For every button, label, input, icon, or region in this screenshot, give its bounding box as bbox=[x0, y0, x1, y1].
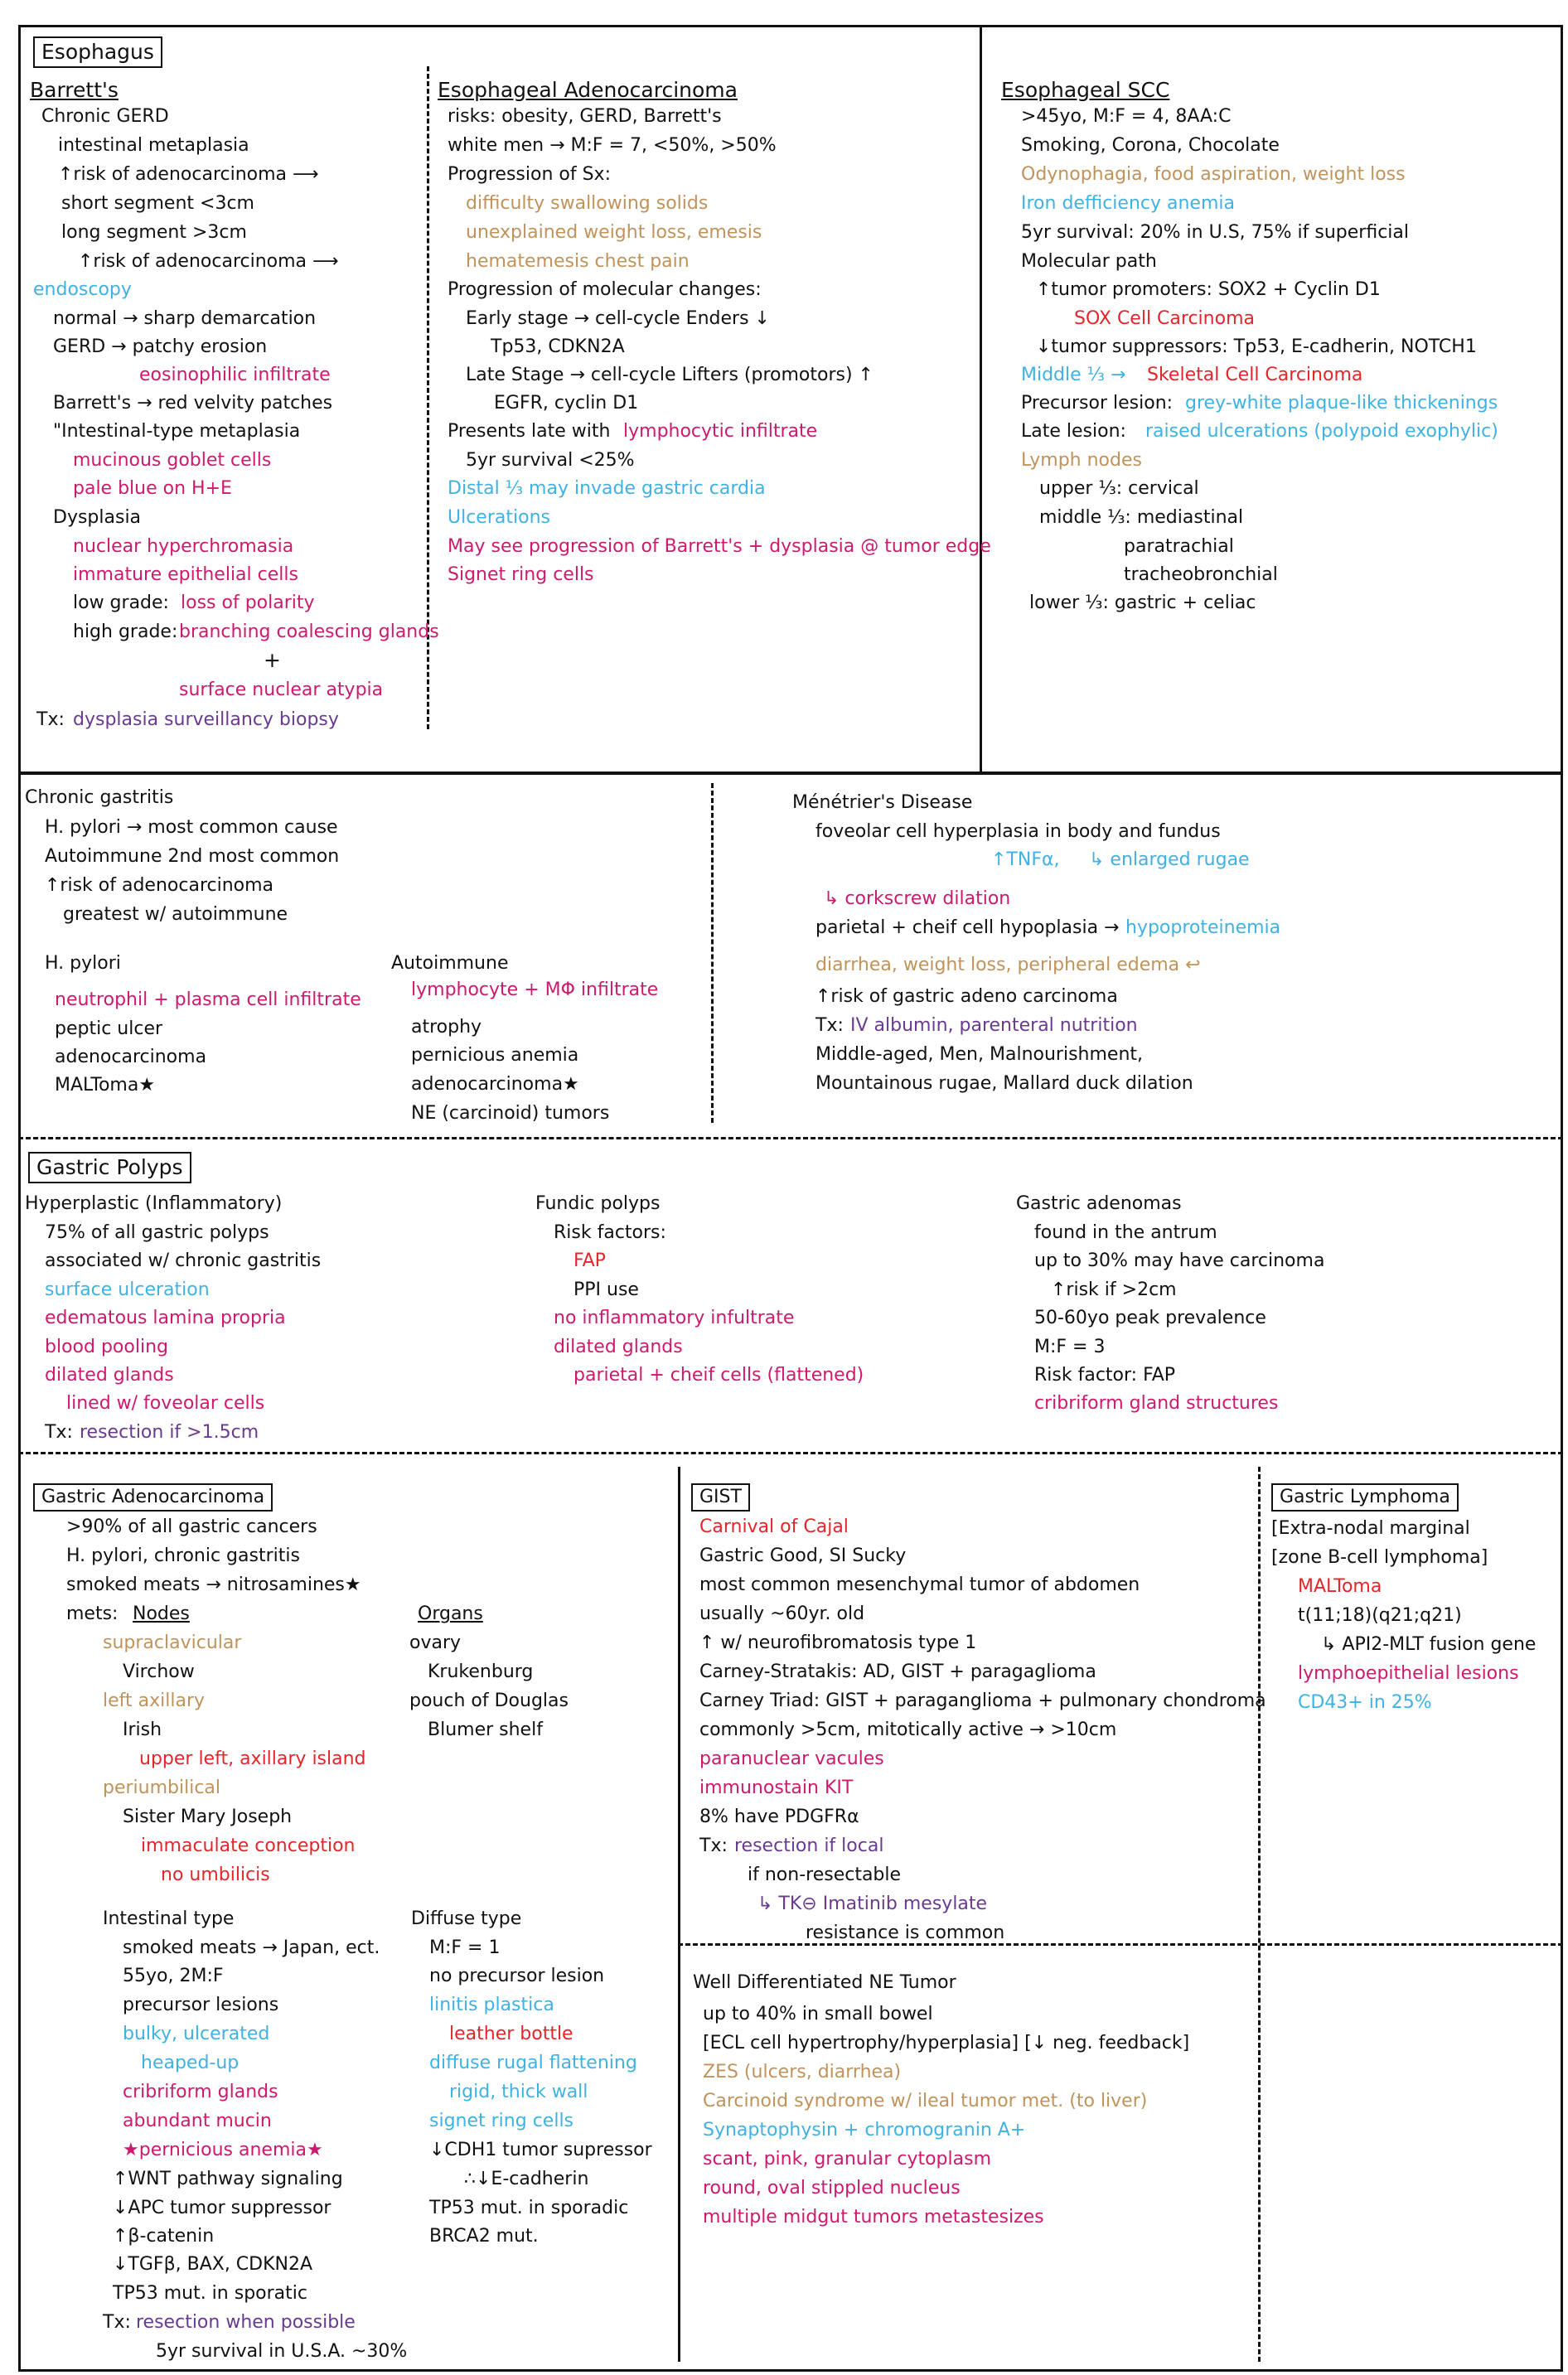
esophageal-adenocarcinoma-line: 5yr survival <25% bbox=[466, 450, 635, 471]
gastric-adenocarcinoma-line: precursor lesions bbox=[123, 1995, 279, 2015]
esophagus-line: Chronic GERD bbox=[41, 106, 169, 127]
menetrier-line: ↑risk of gastric adeno carcinoma bbox=[815, 986, 1118, 1007]
chronic-gastritis-line: H. pylori bbox=[45, 953, 121, 974]
gastric-lymphoma-line: Gastric Lymphoma bbox=[1271, 1483, 1459, 1512]
esophageal-scc-line: raised ulcerations (polypoid exophylic) bbox=[1145, 421, 1498, 442]
gastric-lymphoma-line: MALToma bbox=[1298, 1576, 1382, 1597]
esophagus-line: short segment <3cm bbox=[61, 193, 254, 214]
menetrier-line: Ménétrier's Disease bbox=[792, 792, 973, 813]
gastric-adenocarcinoma-line: left axillary bbox=[103, 1691, 206, 1711]
gastric-adenocarcinoma-line: M:F = 1 bbox=[429, 1937, 501, 1958]
gastric-polyps-line: Risk factors: bbox=[554, 1222, 666, 1243]
gastric-polyps-line: FAP bbox=[573, 1250, 606, 1271]
gist-line: Carney Triad: GIST + paraganglioma + pulmonary chondroma bbox=[699, 1691, 1266, 1711]
gastric-lymphoma-line: [zone B-cell lymphoma] bbox=[1271, 1547, 1488, 1568]
gastric-adenocarcinoma-line: Sister Mary Joseph bbox=[123, 1807, 293, 1827]
esophageal-adenocarcinoma-line: EGFR, cyclin D1 bbox=[494, 393, 639, 414]
menetrier-line: ↳ enlarged rugae bbox=[1089, 849, 1250, 870]
esophageal-adenocarcinoma-line: hematemesis chest pain bbox=[466, 251, 690, 272]
esophageal-scc-line: Middle ⅓ → bbox=[1021, 365, 1126, 385]
esophagus-line: ↑risk of adenocarcinoma ⟶ bbox=[78, 251, 339, 272]
esophageal-scc-line: ↓tumor suppressors: Tp53, E-cadherin, NOTCH1 bbox=[1036, 336, 1477, 357]
gastric-adenocarcinoma-line: no umbilicis bbox=[161, 1865, 270, 1885]
esophageal-scc-line: Precursor lesion: bbox=[1021, 393, 1174, 414]
gastric-polyps-line: 75% of all gastric polyps bbox=[45, 1222, 269, 1243]
chronic-gastritis-line: ↑risk of adenocarcinoma bbox=[45, 875, 274, 896]
menetrier-line: hypoproteinemia bbox=[1125, 917, 1281, 938]
gastric-adenocarcinoma-line: ↑β-catenin bbox=[113, 2226, 215, 2247]
gastric-adenocarcinoma-line: Organs bbox=[418, 1603, 483, 1624]
gastric-lymphoma-line: t(11;18)(q21;q21) bbox=[1298, 1605, 1462, 1626]
esophagus-line: Tx: bbox=[36, 709, 65, 730]
esophagus-line: + bbox=[264, 648, 281, 672]
gastric-polyps-line: PPI use bbox=[573, 1279, 639, 1300]
esophagus-line: dysplasia surveillancy biopsy bbox=[73, 709, 339, 730]
gastric-adenocarcinoma-line: Diffuse type bbox=[411, 1908, 522, 1929]
gastric-polyps-line: found in the antrum bbox=[1034, 1222, 1217, 1243]
gastric-adenocarcinoma-line: Virchow bbox=[123, 1662, 195, 1682]
gist-line: resection if local bbox=[734, 1836, 884, 1856]
esophageal-scc-line: Late lesion: bbox=[1021, 421, 1126, 442]
esophageal-adenocarcinoma-line: unexplained weight loss, emesis bbox=[466, 222, 762, 243]
esophageal-adenocarcinoma-line: risks: obesity, GERD, Barrett's bbox=[448, 106, 722, 127]
esophagus-line: Barrett's bbox=[30, 78, 119, 102]
esophageal-adenocarcinoma-line: May see progression of Barrett's + dysplasia @ tumor edge bbox=[448, 536, 991, 557]
esophageal-adenocarcinoma-line: lymphocytic infiltrate bbox=[623, 421, 818, 442]
gastric-polyps-line: up to 30% may have carcinoma bbox=[1034, 1250, 1325, 1271]
menetrier-line: Middle-aged, Men, Malnourishment, bbox=[815, 1044, 1144, 1065]
chronic-gastritis-line: atrophy bbox=[411, 1017, 482, 1038]
esophageal-scc-line: upper ⅓: cervical bbox=[1039, 478, 1199, 499]
gastric-adenocarcinoma-line: Irish bbox=[123, 1720, 162, 1740]
gist-line: Tx: bbox=[699, 1836, 728, 1856]
chronic-gastritis-line: lymphocyte + MΦ infiltrate bbox=[411, 980, 659, 1000]
chronic-gastritis-line: adenocarcinoma bbox=[55, 1047, 207, 1067]
esophageal-adenocarcinoma-line: Signet ring cells bbox=[448, 564, 594, 585]
esophagus-line: ↑risk of adenocarcinoma ⟶ bbox=[58, 164, 319, 185]
gastric-lymphoma-line: [Extra-nodal marginal bbox=[1271, 1518, 1470, 1539]
gastric-adenocarcinoma-line: >90% of all gastric cancers bbox=[66, 1516, 317, 1537]
esophageal-scc-line: ↑tumor promoters: SOX2 + Cyclin D1 bbox=[1036, 279, 1381, 300]
chronic-gastritis-line: greatest w/ autoimmune bbox=[63, 904, 288, 925]
gastric-adenocarcinoma-line: smoked meats → nitrosamines★ bbox=[66, 1574, 361, 1595]
gastric-polyps-line: Gastric Polyps bbox=[28, 1152, 191, 1183]
gastric-polyps-line: lined w/ foveolar cells bbox=[66, 1393, 265, 1414]
gastric-polyps-line: dilated glands bbox=[45, 1365, 174, 1386]
esophageal-scc-line: Iron defficiency anemia bbox=[1021, 193, 1235, 214]
esophagus-line: pale blue on H+E bbox=[73, 478, 232, 499]
gastric-adenocarcinoma-line: Intestinal type bbox=[103, 1908, 235, 1929]
gastric-polyps-line: Fundic polyps bbox=[535, 1193, 661, 1214]
gastric-adenocarcinoma-line: pouch of Douglas bbox=[409, 1691, 569, 1711]
esophagus-line: intestinal metaplasia bbox=[58, 135, 249, 156]
gastric-adenocarcinoma-line: supraclavicular bbox=[103, 1633, 242, 1653]
adeno-gist-divider bbox=[678, 1467, 680, 2362]
gist-line: usually ~60yr. old bbox=[699, 1603, 865, 1624]
esophagus-line: endoscopy bbox=[33, 279, 132, 300]
esophageal-adenocarcinoma-line: Early stage → cell-cycle Enders ↓ bbox=[466, 308, 770, 329]
esophagus-line: Barrett's → red velvity patches bbox=[53, 393, 333, 414]
esophagus-line: surface nuclear atypia bbox=[179, 680, 384, 700]
esophageal-adenocarcinoma-line: white men → M:F = 7, <50%, >50% bbox=[448, 135, 777, 156]
esophageal-adenocarcinoma-line: Presents late with bbox=[448, 421, 611, 442]
esophageal-adenocarcinoma-line: difficulty swallowing solids bbox=[466, 193, 709, 214]
esophageal-scc-line: tracheobronchial bbox=[1124, 564, 1278, 585]
gastric-polyps-line: ↑risk if >2cm bbox=[1051, 1279, 1177, 1300]
gastric-adenocarcinoma-line: heaped-up bbox=[141, 2053, 240, 2073]
esophagus-line: high grade: bbox=[73, 622, 178, 642]
gastric-polyps-line: no inflammatory infultrate bbox=[554, 1308, 795, 1328]
gastric-adenocarcinoma-line: Gastric Adenocarcinoma bbox=[33, 1483, 273, 1512]
gist-line: ↑ w/ neurofibromatosis type 1 bbox=[699, 1633, 977, 1653]
gist-line: GIST bbox=[691, 1483, 750, 1512]
gastric-polyps-line: cribriform gland structures bbox=[1034, 1393, 1279, 1414]
chronic-gastritis-line: neutrophil + plasma cell infiltrate bbox=[55, 989, 361, 1010]
ne-tumor-line: ZES (ulcers, diarrhea) bbox=[703, 2062, 902, 2082]
esophageal-adenocarcinoma-line: Esophageal Adenocarcinoma bbox=[438, 78, 738, 102]
gastric-adenocarcinoma-line: Blumer shelf bbox=[428, 1720, 543, 1740]
gist-line: commonly >5cm, mitotically active → >10cm bbox=[699, 1720, 1117, 1740]
ne-tumor-line: scant, pink, granular cytoplasm bbox=[703, 2149, 992, 2169]
esophagus-line: normal → sharp demarcation bbox=[53, 308, 317, 329]
esophageal-scc-line: lower ⅓: gastric + celiac bbox=[1029, 593, 1256, 613]
gastric-lymphoma-line: CD43+ in 25% bbox=[1298, 1692, 1432, 1713]
chronic-gastritis-line: H. pylori → most common cause bbox=[45, 817, 338, 838]
gastric-adenocarcinoma-line: immaculate conception bbox=[141, 1836, 356, 1856]
gastric-lymphoma-line: ↳ API2-MLT fusion gene bbox=[1321, 1634, 1537, 1655]
gist-line: immunostain KIT bbox=[699, 1778, 854, 1798]
gastric-adenocarcinoma-line: linitis plastica bbox=[429, 1995, 554, 2015]
esophagus-line: loss of polarity bbox=[181, 593, 315, 613]
gastric-polyps-line: surface ulceration bbox=[45, 1279, 210, 1300]
esophageal-adenocarcinoma-line: Progression of molecular changes: bbox=[448, 279, 762, 300]
menetrier-line: foveolar cell hyperplasia in body and fundus bbox=[815, 821, 1221, 842]
gastric-adenocarcinoma-line: no precursor lesion bbox=[429, 1966, 605, 1986]
esophageal-adenocarcinoma-line: Tp53, CDKN2A bbox=[491, 336, 625, 357]
esophageal-scc-line: >45yo, M:F = 4, 8AA:C bbox=[1021, 106, 1232, 127]
esophageal-scc-line: Odynophagia, food aspiration, weight loss bbox=[1021, 164, 1406, 185]
esophageal-scc-line: paratrachial bbox=[1124, 536, 1234, 557]
gastric-polyps-line: dilated glands bbox=[554, 1337, 683, 1357]
gastric-adenocarcinoma-line: ↓APC tumor suppressor bbox=[113, 2198, 332, 2218]
esophageal-scc-line: middle ⅓: mediastinal bbox=[1039, 507, 1244, 528]
gastric-adenocarcinoma-line: resection when possible bbox=[136, 2312, 356, 2333]
gastric-adenocarcinoma-line: signet ring cells bbox=[429, 2111, 574, 2131]
esophagus-line: branching coalescing glands bbox=[179, 622, 439, 642]
gastric-polyps-line: blood pooling bbox=[45, 1337, 168, 1357]
menetrier-line: diarrhea, weight loss, peripheral edema ↩ bbox=[815, 955, 1201, 975]
gastric-polyps-line: associated w/ chronic gastritis bbox=[45, 1250, 322, 1271]
gastric-polyps-line: Risk factor: FAP bbox=[1034, 1365, 1176, 1386]
ne-tumor-line: [ECL cell hypertrophy/hyperplasia] [↓ neg. feedback] bbox=[703, 2033, 1190, 2053]
gastric-polyps-line: Hyperplastic (Inflammatory) bbox=[25, 1193, 283, 1214]
esophageal-adenocarcinoma-line: Ulcerations bbox=[448, 507, 550, 528]
esophagus-line: long segment >3cm bbox=[61, 222, 247, 243]
esophagus-line: "Intestinal-type metaplasia bbox=[53, 421, 301, 442]
gastric-adenocarcinoma-line: Krukenburg bbox=[428, 1662, 534, 1682]
gastric-adenocarcinoma-line: diffuse rugal flattening bbox=[429, 2053, 637, 2073]
chronic-gastritis-line: pernicious anemia bbox=[411, 1045, 579, 1066]
gastric-adenocarcinoma-line: H. pylori, chronic gastritis bbox=[66, 1545, 300, 1566]
menetrier-line: Tx: bbox=[815, 1015, 844, 1036]
menetrier-line: ↑TNFα, bbox=[991, 849, 1060, 870]
esophageal-scc-line: Smoking, Corona, Chocolate bbox=[1021, 135, 1280, 156]
gist-line: resistance is common bbox=[806, 1923, 1005, 1943]
ne-tumor-line: Well Differentiated NE Tumor bbox=[693, 1972, 956, 1993]
esophageal-scc-line: grey-white plaque-like thickenings bbox=[1185, 393, 1498, 414]
gist-line: Carnival of Cajal bbox=[699, 1516, 849, 1537]
gastric-adenocarcinoma-line: TP53 mut. in sporadic bbox=[429, 2198, 629, 2218]
gastric-adenocarcinoma-line: upper left, axillary island bbox=[139, 1749, 366, 1769]
gastric-adenocarcinoma-line: 55yo, 2M:F bbox=[123, 1966, 224, 1986]
gastric-adenocarcinoma-line: rigid, thick wall bbox=[449, 2082, 588, 2102]
gastric-polyps-line: parietal + cheif cells (flattened) bbox=[573, 1365, 864, 1386]
esophageal-scc-line: Molecular path bbox=[1021, 251, 1157, 272]
esophagus-line: Esophagus bbox=[33, 36, 162, 68]
esophageal-adenocarcinoma-line: Late Stage → cell-cycle Lifters (promotors) ↑ bbox=[466, 365, 874, 385]
gastric-adenocarcinoma-line: ↓CDH1 tumor supressor bbox=[429, 2140, 652, 2160]
gastric-adenocarcinoma-line: 5yr survival in U.S.A. ~30% bbox=[156, 2341, 408, 2362]
gastritis-polyps-divider bbox=[18, 1137, 1563, 1139]
menetrier-line: Mountainous rugae, Mallard duck dilation bbox=[815, 1073, 1193, 1094]
gastric-adenocarcinoma-line: ↓TGFβ, BAX, CDKN2A bbox=[113, 2254, 313, 2275]
esophagus-line: immature epithelial cells bbox=[73, 564, 298, 585]
menetrier-line: IV albumin, parenteral nutrition bbox=[850, 1015, 1138, 1036]
gist-line: ↳ TK⊖ Imatinib mesylate bbox=[757, 1894, 988, 1914]
gist-line: if non-resectable bbox=[748, 1865, 902, 1885]
gastric-adenocarcinoma-line: Nodes bbox=[133, 1603, 190, 1624]
esophageal-adenocarcinoma-line: Progression of Sx: bbox=[448, 164, 611, 185]
esophageal-scc-line: Skeletal Cell Carcinoma bbox=[1147, 365, 1363, 385]
ne-tumor-line: up to 40% in small bowel bbox=[703, 2004, 933, 2024]
chronic-gastritis-line: Autoimmune 2nd most common bbox=[45, 846, 340, 867]
esophageal-adenocarcinoma-line: Distal ⅓ may invade gastric cardia bbox=[448, 478, 766, 499]
esophageal-scc-line: Esophageal SCC bbox=[1001, 78, 1170, 102]
gist-line: paranuclear vacules bbox=[699, 1749, 884, 1769]
esophageal-scc-line: 5yr survival: 20% in U.S, 75% if superficial bbox=[1021, 222, 1409, 243]
esophagus-line: low grade: bbox=[73, 593, 169, 613]
esophageal-scc-line: Lymph nodes bbox=[1021, 450, 1142, 471]
esophagus-line: nuclear hyperchromasia bbox=[73, 536, 294, 557]
gastric-adenocarcinoma-line: leather bottle bbox=[449, 2024, 573, 2044]
ne-tumor-line: Synaptophysin + chromogranin A+ bbox=[703, 2120, 1026, 2140]
gastric-adenocarcinoma-line: smoked meats → Japan, ect. bbox=[123, 1937, 380, 1958]
gastric-polyps-line: edematous lamina propria bbox=[45, 1308, 286, 1328]
gastric-polyps-line: Gastric adenomas bbox=[1016, 1193, 1182, 1214]
gastric-polyps-line: resection if >1.5cm bbox=[80, 1422, 259, 1443]
gist-lymphoma-divider bbox=[1258, 1467, 1261, 2362]
chronic-gastritis-line: adenocarcinoma★ bbox=[411, 1074, 579, 1095]
gastric-polyps-line: M:F = 3 bbox=[1034, 1337, 1106, 1357]
gist-line: 8% have PDGFRα bbox=[699, 1807, 859, 1827]
polyps-tumors-divider bbox=[18, 1452, 1563, 1454]
gastric-adenocarcinoma-line: periumbilical bbox=[103, 1778, 221, 1798]
gastric-adenocarcinoma-line: ★pernicious anemia★ bbox=[123, 2140, 323, 2160]
ne-tumor-line: multiple midgut tumors metastesizes bbox=[703, 2207, 1044, 2227]
esophagus-line: eosinophilic infiltrate bbox=[139, 365, 331, 385]
esophageal-scc-line: SOX Cell Carcinoma bbox=[1074, 308, 1255, 329]
menetrier-line: parietal + cheif cell hypoplasia → bbox=[815, 917, 1120, 938]
chronic-gastritis-line: MALToma★ bbox=[55, 1075, 156, 1096]
esophagus-line: GERD → patchy erosion bbox=[53, 336, 268, 357]
gist-line: Gastric Good, SI Sucky bbox=[699, 1545, 907, 1566]
gastric-adenocarcinoma-line: abundant mucin bbox=[123, 2111, 272, 2131]
chronic-gastritis-line: Autoimmune bbox=[391, 953, 509, 974]
gastric-adenocarcinoma-line: ∴↓E-cadherin bbox=[464, 2169, 589, 2189]
gastritis-divider bbox=[711, 783, 714, 1123]
gastric-adenocarcinoma-line: ovary bbox=[409, 1633, 462, 1653]
esophagus-line: Dysplasia bbox=[53, 507, 142, 528]
menetrier-line: ↳ corkscrew dilation bbox=[824, 888, 1011, 909]
esophagus-line: mucinous goblet cells bbox=[73, 450, 272, 471]
gist-line: most common mesenchymal tumor of abdomen bbox=[699, 1574, 1140, 1595]
gastric-lymphoma-line: lymphoepithelial lesions bbox=[1298, 1663, 1519, 1684]
chronic-gastritis-line: NE (carcinoid) tumors bbox=[411, 1103, 610, 1124]
gastric-adenocarcinoma-line: cribriform glands bbox=[123, 2082, 278, 2102]
ne-tumor-line: Carcinoid syndrome w/ ileal tumor met. (to liver) bbox=[703, 2091, 1148, 2111]
gastric-polyps-line: Tx: bbox=[45, 1422, 73, 1443]
gastric-adenocarcinoma-line: Tx: bbox=[103, 2312, 131, 2333]
gastric-adenocarcinoma-line: ↑WNT pathway signaling bbox=[113, 2169, 343, 2189]
gastric-adenocarcinoma-line: TP53 mut. in sporatic bbox=[113, 2283, 307, 2304]
chronic-gastritis-line: Chronic gastritis bbox=[25, 787, 174, 808]
ne-tumor-line: round, oval stippled nucleus bbox=[703, 2178, 961, 2198]
gastric-polyps-line: 50-60yo peak prevalence bbox=[1034, 1308, 1266, 1328]
gastric-adenocarcinoma-line: mets: bbox=[66, 1603, 119, 1624]
gastric-adenocarcinoma-line: bulky, ulcerated bbox=[123, 2024, 270, 2044]
chronic-gastritis-line: peptic ulcer bbox=[55, 1018, 163, 1039]
gastric-adenocarcinoma-line: BRCA2 mut. bbox=[429, 2226, 539, 2247]
gist-line: Carney-Stratakis: AD, GIST + paragaglioma bbox=[699, 1662, 1096, 1682]
